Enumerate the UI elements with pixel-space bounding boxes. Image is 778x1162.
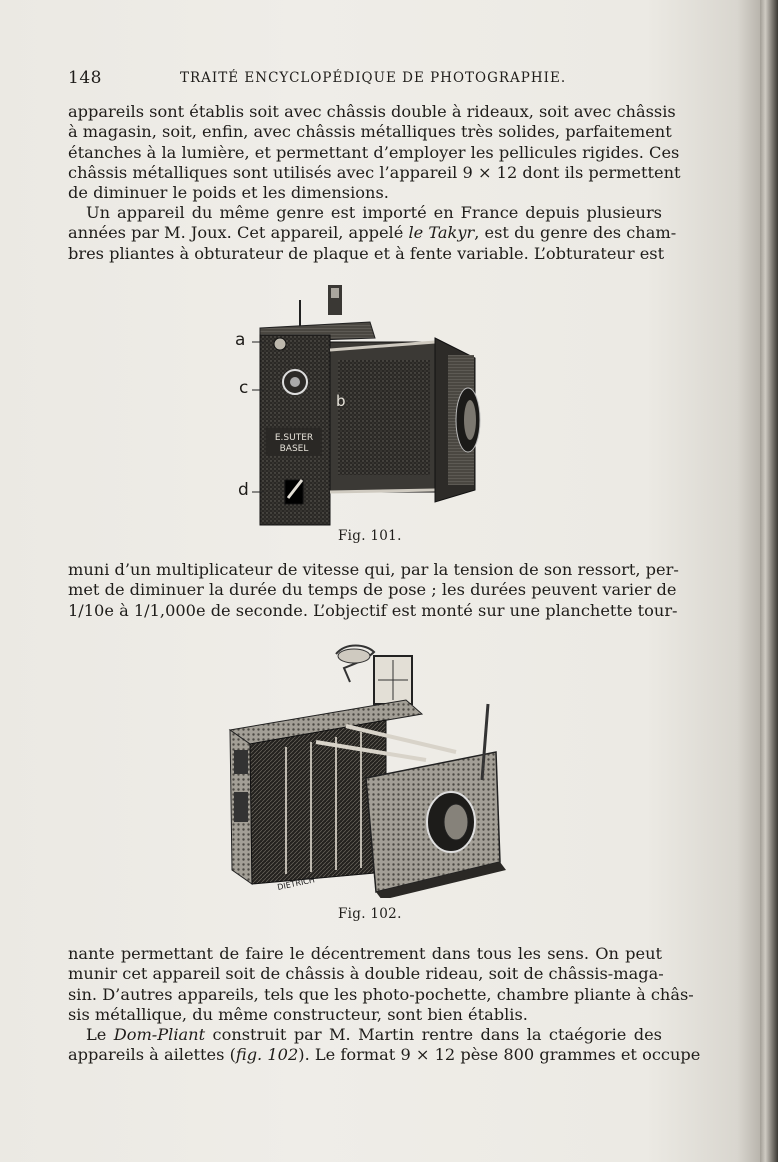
text-line: met de diminuer la durée du temps de pose ; les durées peuvent varier de bbox=[68, 580, 677, 600]
text-line: bres pliantes à obturateur de plaque et à fente variable. L’obturateur est bbox=[68, 243, 665, 263]
text-line: Un appareil du même genre est importé en France depuis plusieurs bbox=[86, 203, 662, 222]
figure-101-caption: Fig. 101. bbox=[338, 528, 402, 544]
maker-plate-line-2: BASEL bbox=[279, 444, 309, 454]
camera-illustration-102 bbox=[226, 642, 516, 898]
text-line: 1/10e à 1/1,000e de seconde. L’objectif est monté sur une planchette tour- bbox=[68, 600, 678, 620]
maker-plate-line-1: E.SUTER bbox=[274, 433, 314, 443]
text-line: châssis métalliques sont utilisés avec l’appareil 9 × 12 dont ils permettent bbox=[68, 162, 681, 182]
figure-101 bbox=[230, 280, 500, 530]
page-edge bbox=[760, 0, 778, 1162]
text-line: étanches à la lumière, et permettant d’employer les pellicules rigides. Ces bbox=[68, 142, 680, 162]
camera-illustration-101 bbox=[230, 280, 500, 530]
text-line: nante permettant de faire le décentrement dans tous les sens. On peut bbox=[68, 944, 662, 963]
engraver-signature: DIETRICH bbox=[276, 875, 316, 892]
text-line: à magasin, soit, enfin, avec châssis métalliques très solides, parfaitement bbox=[68, 122, 672, 142]
figure-reference: fig. 102 bbox=[235, 1045, 299, 1065]
label-a: a bbox=[235, 330, 246, 350]
text-line: appareils sont établis soit avec châssis double à rideaux, soit avec châssis bbox=[68, 102, 676, 121]
paragraph-4 bbox=[68, 944, 694, 1025]
text-line: munir cet appareil soit de châssis à double rideau, soit de châssis-maga- bbox=[68, 964, 664, 984]
text-line: sis métallique, du même constructeur, sont bien établis. bbox=[68, 1004, 528, 1024]
text-line: de diminuer le poids et les dimensions. bbox=[68, 183, 389, 203]
text-line: appareils à ailettes (fig. 102). Le format 9 × 12 pèse 800 grammes et occupe bbox=[68, 1045, 701, 1065]
label-b: b bbox=[336, 392, 346, 410]
camera-name: Dom-Pliant bbox=[113, 1025, 206, 1044]
paragraph-2 bbox=[68, 203, 677, 264]
text-line: Le Dom-Pliant construit par M. Martin rentre dans la ctaégorie des bbox=[86, 1025, 662, 1044]
paragraph-1 bbox=[68, 102, 681, 203]
page-number: 148 bbox=[68, 68, 102, 88]
paragraph-5 bbox=[68, 1025, 701, 1066]
figure-102 bbox=[226, 642, 516, 898]
paragraph-3 bbox=[68, 560, 679, 621]
text-line: muni d’un multiplicateur de vitesse qui, par la tension de son ressort, per- bbox=[68, 560, 679, 579]
figure-102-caption: Fig. 102. bbox=[338, 906, 402, 922]
text-line: sin. D’autres appareils, tels que les photo-pochette, chambre pliante à châs- bbox=[68, 984, 694, 1004]
label-d: d bbox=[238, 480, 249, 500]
camera-name: le Takyr bbox=[408, 223, 475, 243]
text-line: années par M. Joux. Cet appareil, appelé le Takyr, est du genre des cham- bbox=[68, 223, 677, 243]
label-c: c bbox=[239, 378, 249, 398]
page-header bbox=[68, 68, 660, 92]
running-title: TRAITÉ ENCYCLOPÉDIQUE DE PHOTOGRAPHIE. bbox=[180, 70, 567, 86]
